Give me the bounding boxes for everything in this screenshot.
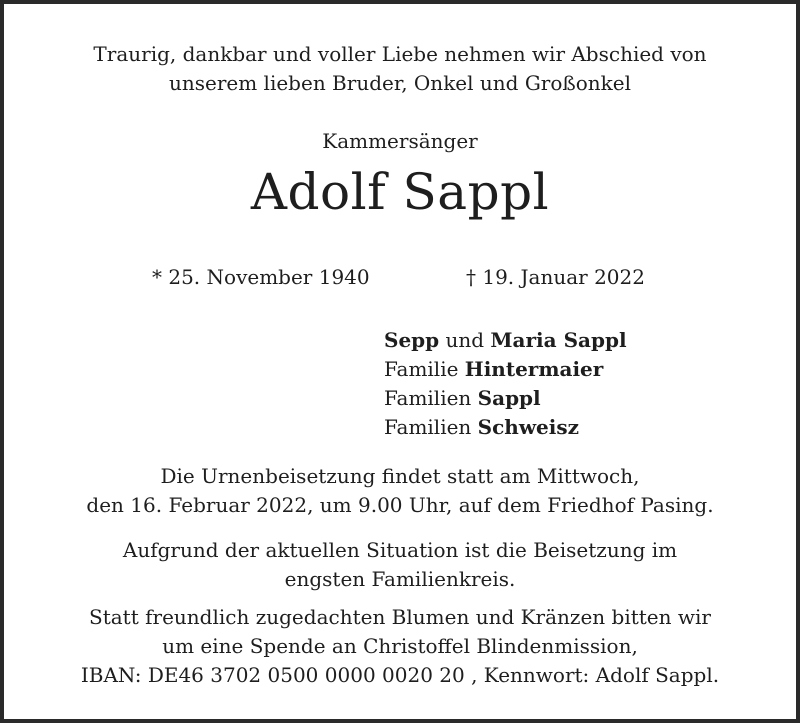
- mourner-connector: und: [439, 328, 491, 352]
- mourner-name: Sappl: [477, 386, 541, 410]
- intro-line-1: Traurig, dankbar und voller Liebe nehmen wir Abschied von: [93, 42, 707, 66]
- mourner-name: Hintermaier: [464, 357, 604, 381]
- mourner-line: [384, 355, 627, 384]
- death-date: † 19. Januar 2022: [466, 265, 645, 289]
- mourner-first-name: Sepp: [384, 328, 440, 352]
- funeral-line-2: den 16. Februar 2022, um 9.00 Uhr, auf dem Friedhof Pasing.: [86, 493, 714, 517]
- situation-line-2: engsten Familienkreis.: [284, 567, 516, 591]
- situation-line-1: Aufgrund der aktuellen Situation ist die Beisetzung im: [122, 538, 678, 562]
- mourner-line: [384, 384, 627, 413]
- birth-date: * 25. November 1940: [152, 265, 370, 289]
- mourner-prefix: Familie: [384, 357, 465, 381]
- mourner-prefix: Familien: [384, 415, 478, 439]
- donation-line-3: IBAN: DE46 3702 0500 0000 0020 20 , Kennwort: Adolf Sappl.: [80, 663, 720, 687]
- mourners-list: [384, 326, 627, 442]
- situation-info: [4, 536, 796, 594]
- mourner-prefix: Familien: [384, 386, 478, 410]
- funeral-line-1: Die Urnenbeisetzung findet statt am Mittwoch,: [160, 464, 640, 488]
- mourner-line: [384, 413, 627, 442]
- deceased-name: Adolf Sappl: [250, 163, 550, 221]
- intro-text: [4, 40, 796, 98]
- donation-info: [4, 603, 796, 690]
- mourner-name: Schweisz: [477, 415, 579, 439]
- funeral-info: [4, 462, 796, 520]
- intro-line-2: unserem lieben Bruder, Onkel und Großonkel: [168, 71, 632, 95]
- deceased-title: Kammersänger: [322, 129, 478, 153]
- donation-line-1: Statt freundlich zugedachten Blumen und Kränzen bitten wir: [89, 605, 711, 629]
- mourner-name: Maria Sappl: [490, 328, 627, 352]
- mourner-line: [384, 326, 627, 355]
- donation-line-2: um eine Spende an Christoffel Blindenmission,: [162, 634, 638, 658]
